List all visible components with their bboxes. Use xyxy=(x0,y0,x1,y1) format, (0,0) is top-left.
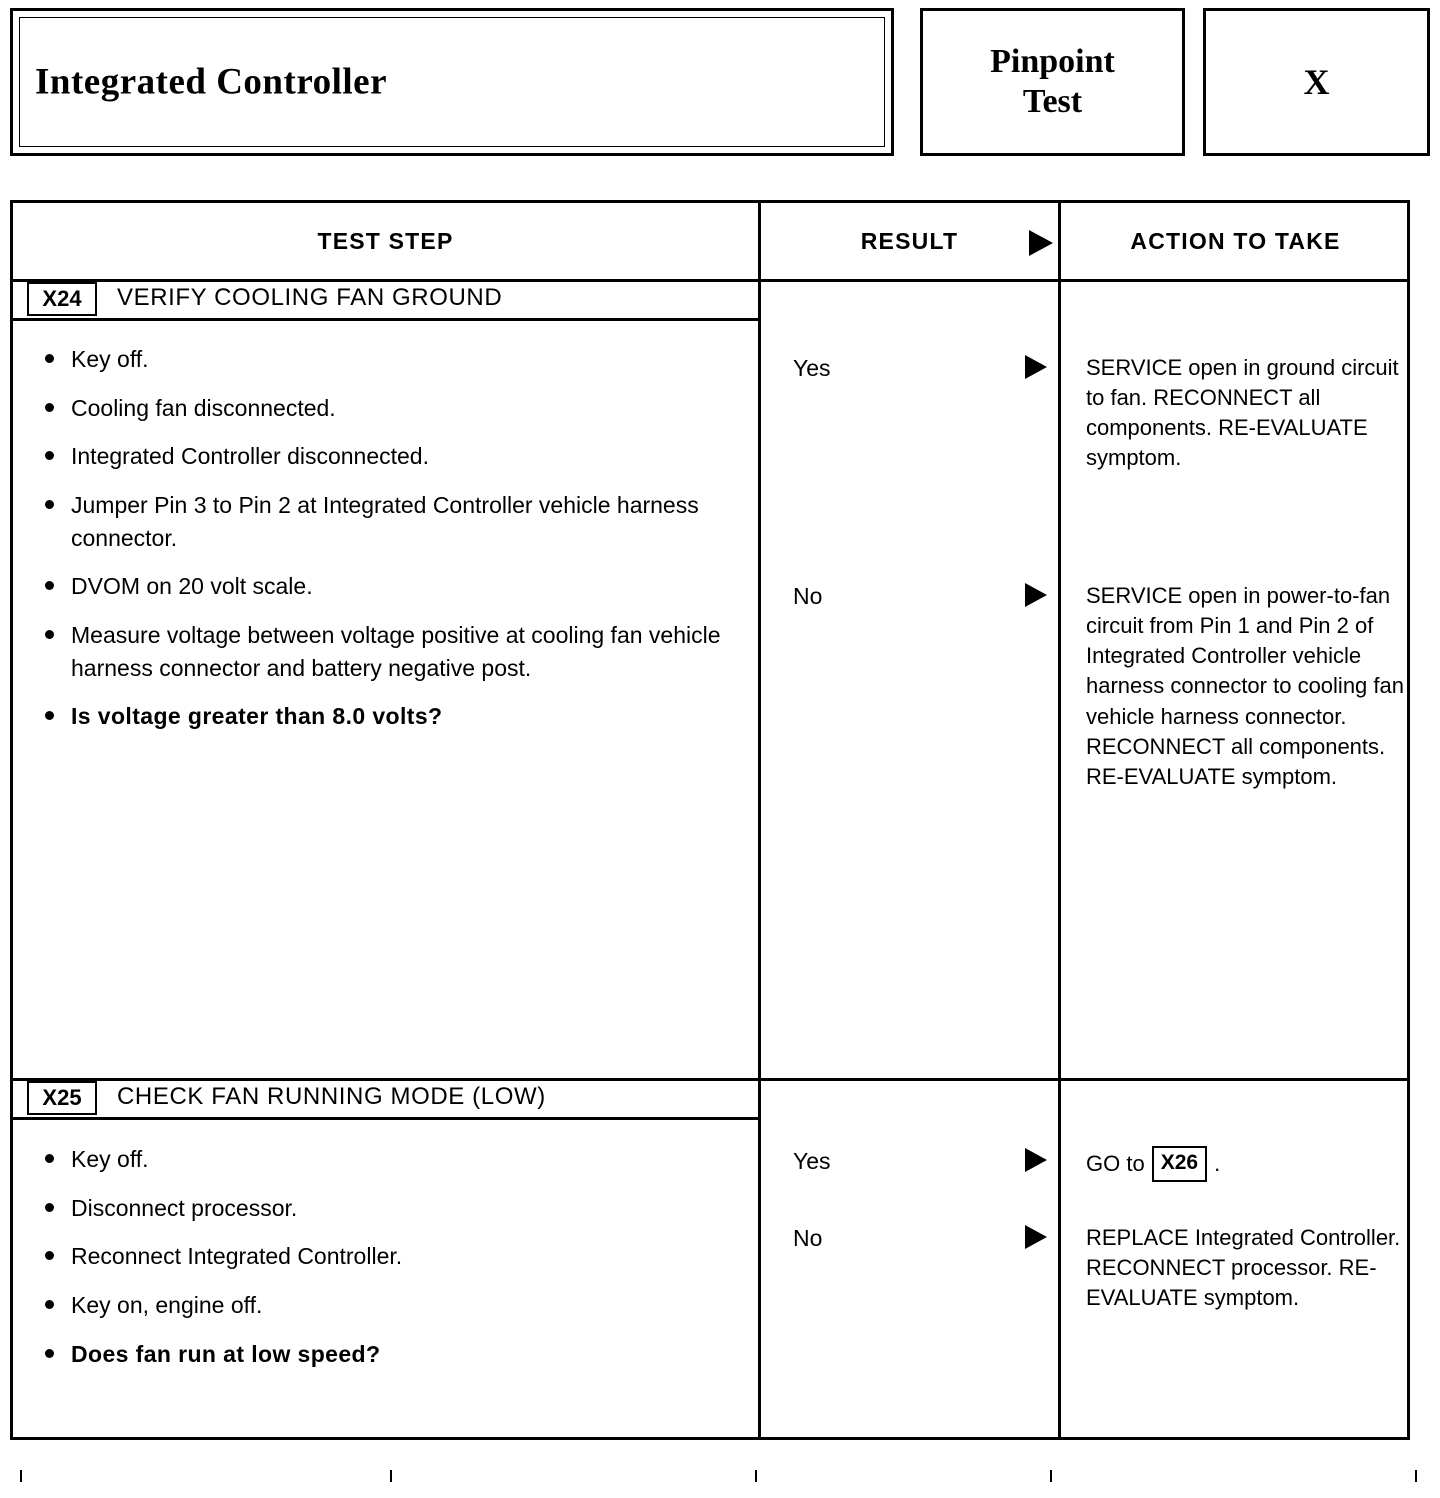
triangle-right-icon xyxy=(1025,583,1047,612)
section-title-box xyxy=(10,8,894,156)
registration-mark xyxy=(20,1470,22,1482)
pinpoint-test-label xyxy=(923,42,1182,122)
step-x24-instructions xyxy=(39,343,739,749)
goto-prefix: GO to xyxy=(1086,1150,1145,1176)
registration-mark xyxy=(1415,1470,1417,1482)
page-title: Integrated Controller xyxy=(35,61,387,103)
registration-mark xyxy=(1050,1470,1052,1482)
goto-suffix: . xyxy=(1214,1150,1221,1176)
list-item: Cooling fan disconnected. xyxy=(39,392,739,425)
list-item: Is voltage greater than 8.0 volts? xyxy=(39,700,739,733)
list-item: Integrated Controller disconnected. xyxy=(39,440,739,473)
list-item: Key on, engine off. xyxy=(39,1289,739,1322)
list-item: DVOM on 20 volt scale. xyxy=(39,570,739,603)
triangle-right-icon xyxy=(1025,1148,1047,1177)
test-letter-box xyxy=(1203,8,1430,156)
triangle-right-icon xyxy=(1025,1225,1047,1254)
column-header-test-step: TEST STEP xyxy=(317,227,454,254)
list-item: Jumper Pin 3 to Pin 2 at Integrated Controller vehicle harness connector. xyxy=(39,489,739,554)
triangle-right-icon xyxy=(1025,355,1047,384)
pinpoint-test-line2: Test xyxy=(1022,83,1083,120)
action-text-x25-yes xyxy=(1086,1146,1406,1182)
page-header xyxy=(10,8,1430,158)
list-item: Does fan run at low speed? xyxy=(39,1338,739,1371)
column-divider-result xyxy=(758,203,761,1437)
action-text-x24-yes: SERVICE open in ground circuit to fan. RECONNECT all components. RE-EVALUATE symptom. xyxy=(1086,355,1399,471)
list-item: Reconnect Integrated Controller. xyxy=(39,1240,739,1273)
step-label-x24 xyxy=(13,279,758,321)
column-divider-action xyxy=(1058,203,1061,1437)
column-header-result: RESULT xyxy=(860,227,959,254)
test-letter: X xyxy=(1303,62,1330,102)
result-label-x25-no: No xyxy=(793,1225,823,1251)
goto-step-reference[interactable]: X26 xyxy=(1152,1146,1207,1182)
registration-marks xyxy=(0,1470,1440,1484)
triangle-right-icon xyxy=(1029,230,1053,261)
list-item: Measure voltage between voltage positive at cooling fan vehicle harness connector and battery negative post. xyxy=(39,619,739,684)
action-text-x24-no: SERVICE open in power-to-fan circuit from Pin 1 and Pin 2 of Integrated Controller vehicle harness connector to cooling fan vehicle harness connector. RECONNECT all components. RE-EVALUATE symptom. xyxy=(1086,583,1404,789)
result-label-x24-no: No xyxy=(793,583,823,609)
step-code-x24: X24 xyxy=(27,282,97,316)
pinpoint-test-line1: Pinpoint xyxy=(990,42,1115,80)
list-item: Disconnect processor. xyxy=(39,1192,739,1225)
registration-mark xyxy=(755,1470,757,1482)
result-label-x24-yes: Yes xyxy=(793,355,831,381)
step-code-x25: X25 xyxy=(27,1081,97,1115)
pinpoint-test-table xyxy=(10,200,1410,1440)
pinpoint-test-box xyxy=(920,8,1185,156)
step-title-x25: CHECK FAN RUNNING MODE (LOW) xyxy=(117,1083,546,1110)
result-label-x25-yes: Yes xyxy=(793,1148,831,1174)
column-header-action-to-take: ACTION TO TAKE xyxy=(1130,227,1341,254)
step-title-x24: VERIFY COOLING FAN GROUND xyxy=(117,284,503,311)
step-label-x25 xyxy=(13,1078,758,1120)
registration-mark xyxy=(390,1470,392,1482)
action-text-x25-no: REPLACE Integrated Controller. RECONNECT processor. RE-EVALUATE symptom. xyxy=(1086,1225,1401,1311)
list-item: Key off. xyxy=(39,1143,739,1176)
list-item: Key off. xyxy=(39,343,739,376)
step-x25-instructions xyxy=(39,1143,739,1386)
